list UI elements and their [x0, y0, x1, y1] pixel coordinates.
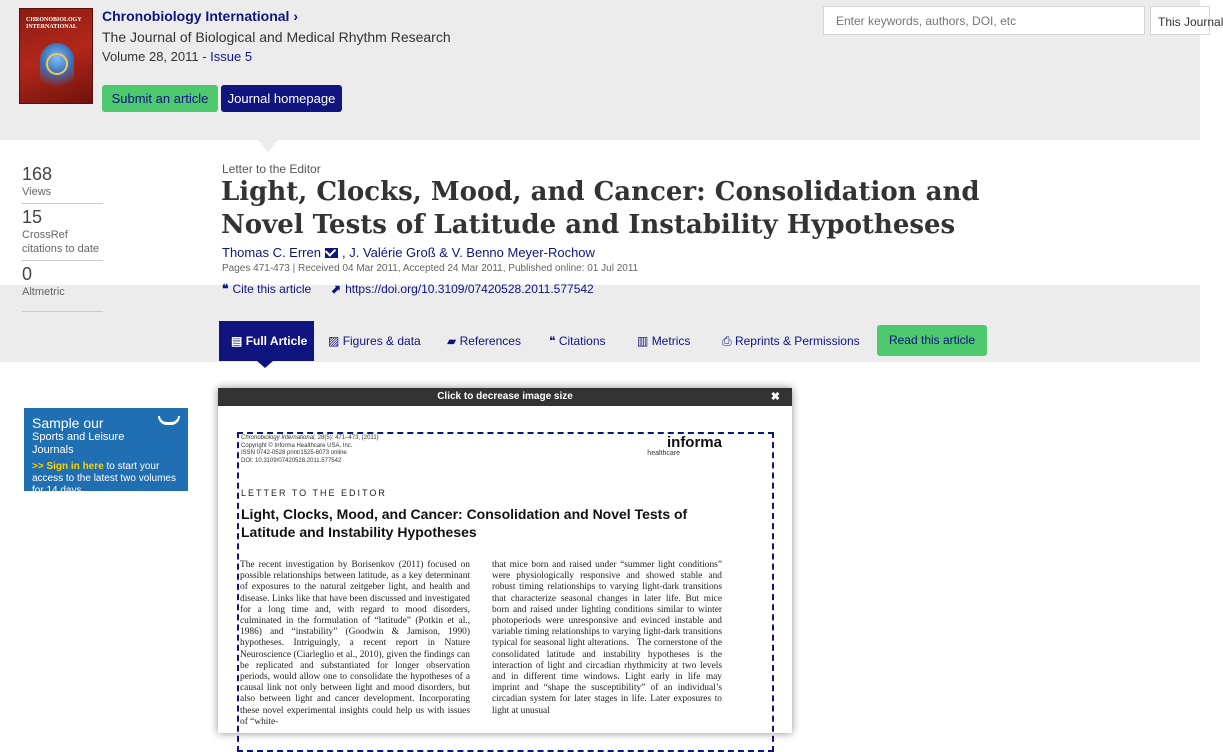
- submit-article-button[interactable]: Submit an article: [102, 85, 218, 112]
- tab-reprints[interactable]: ⎙ Reprints & Permissions: [722, 334, 860, 348]
- bar-chart-icon: ▥: [637, 334, 649, 348]
- quote-icon: ❝: [222, 282, 229, 296]
- read-article-button[interactable]: Read this article: [877, 325, 987, 356]
- journal-header: [0, 0, 1223, 140]
- promo-text: >> Sign in here to start your access to the latest two volumes for 14 days: [32, 461, 176, 496]
- cover-clock-icon: [46, 53, 68, 75]
- crossref-label: CrossRef citations to date: [22, 229, 100, 256]
- volume-info: Volume 28, 2011 - Issue 5: [102, 49, 253, 64]
- altmetric-metric[interactable]: [22, 264, 103, 312]
- promo-banner[interactable]: [24, 408, 188, 496]
- article-title: Light, Clocks, Mood, and Cancer: Consolidation and Novel Tests of Latitude and Instability Hypotheses: [221, 177, 980, 240]
- publisher-logo-sub: healthcare: [647, 450, 680, 457]
- quote-icon: ❝: [549, 334, 556, 348]
- print-icon: ⎙: [722, 334, 732, 348]
- active-tab-notch: [257, 361, 273, 368]
- author-link[interactable]: V. Benno Meyer-Rochow: [451, 245, 595, 260]
- pdf-section-label: LETTER TO THE EDITOR: [241, 488, 387, 498]
- author-link[interactable]: J. Valérie Groß: [349, 245, 436, 260]
- image-icon: ▨: [328, 334, 340, 348]
- crossref-count: 15: [22, 207, 43, 227]
- header-notch: [256, 138, 280, 152]
- altmetric-label: Altmetric: [22, 286, 65, 298]
- tab-full-article[interactable]: ▤ Full Article: [219, 321, 314, 361]
- views-count: 168: [22, 164, 53, 184]
- cite-article-link[interactable]: ❝ Cite this article: [222, 282, 312, 296]
- promo-line: Journals: [32, 444, 74, 456]
- author-list: Thomas C. Erren , J. Valérie Groß & V. Benno Meyer-Rochow: [222, 245, 595, 260]
- article-type: Letter to the Editor: [222, 162, 321, 176]
- pdf-meta: Chronobiology International, 28(5): 471–473, (2011) Copyright © Informa Healthcare USA, Inc. ISSN 0742-0528 print/1525-6073 online DOI: 10.3109/07420528.2011.577542: [241, 435, 379, 464]
- decrease-size-label[interactable]: Click to decrease image size: [437, 391, 573, 402]
- search-input[interactable]: [823, 6, 1145, 35]
- journal-cover-image[interactable]: [19, 8, 93, 104]
- pdf-preview-viewer[interactable]: [218, 388, 792, 733]
- author-link[interactable]: Thomas C. Erren: [222, 245, 321, 260]
- pdf-text-column-left: The recent investigation by Borisenkov (2011) focused on possible relationships between latitude, as a key determinant of exposures to the natural zeitgeber light, and health and disease. Links like that have been discussed and investigated for a long time and, with regard to mood disorders, culminated in the formulation of “latitude” (Potkin et al., 1986) and “instability” (Goodwin & Jamison, 1990) hypotheses. Intriguingly, a recent report in Nature Neuroscience (Ciarleglio et al., 2010), given the findings can be replicated and substantiated for longer observation periods, would allow one to consolidate the hypotheses of a causal link not only between light and mood disorders, but also between light and cancer development. Incorporating these novel experimental insights could help us with issues of “white-: [240, 560, 470, 727]
- tab-citations[interactable]: ❝ Citations: [549, 334, 606, 348]
- journal-subtitle: The Journal of Biological and Medical Rhythm Research: [102, 29, 451, 45]
- search-scope-select[interactable]: This Journal: [1150, 6, 1210, 35]
- book-icon: ▰: [447, 334, 457, 348]
- cover-title: CHRONOBIOLOGY INTERNATIONAL: [26, 17, 82, 30]
- document-icon: ▤: [231, 334, 243, 348]
- pdf-page: [237, 432, 774, 752]
- publication-history: Pages 471-473 | Received 04 Mar 2011, Accepted 24 Mar 2011, Published online: 01 Jul 2011: [222, 263, 639, 274]
- pdf-title: Light, Clocks, Mood, and Cancer: Consolidation and Novel Tests of Latitude and Instability Hypotheses: [241, 506, 688, 540]
- issue-link[interactable]: Issue 5: [210, 49, 253, 64]
- promo-line: Sports and Leisure: [32, 431, 125, 443]
- close-icon[interactable]: ✖: [770, 391, 780, 403]
- journal-title-link[interactable]: Chronobiology International ›: [102, 8, 298, 24]
- tab-metrics[interactable]: ▥ Metrics: [637, 334, 691, 348]
- chevron-right-icon: ›: [293, 8, 298, 24]
- tab-figures[interactable]: ▨ Figures & data: [328, 334, 421, 348]
- views-label: Views: [22, 186, 52, 198]
- email-icon[interactable]: [325, 248, 338, 258]
- promo-heading: Sample our: [32, 415, 104, 431]
- sign-in-link[interactable]: >> Sign in here: [32, 461, 104, 472]
- external-link-icon: ⬈: [331, 282, 342, 296]
- doi-link[interactable]: ⬈ https://doi.org/10.3109/07420528.2011.577542: [331, 282, 594, 296]
- journal-homepage-button[interactable]: Journal homepage: [221, 85, 342, 112]
- crossref-metric[interactable]: [22, 207, 103, 261]
- tab-references[interactable]: ▰ References: [447, 334, 521, 348]
- publisher-logo: informa: [666, 434, 722, 451]
- altmetric-count: 0: [22, 264, 33, 284]
- pdf-text-column-right: that mice born and raised under “summer light conditions” were physiologically responsive and showed stable and robust timing relationships to varying light-dark transitions that characterize seasonal changes in later life. But mice born and raised under lighting conditions similar to winter photoperiods were unresponsive and evinced instable and variable timing relationships to varying light-dark transitions typical for seasonal light alterations. The cornerstone of the consolidated latitude and instability hypotheses is the interaction of light and circadian rhythmicity at two levels and in different time windows. Light early in life may imprint and “shape the susceptibility” of an individual’s circadian system for later stages in life. Later exposures to light at unusual: [492, 560, 722, 716]
- views-metric: [22, 164, 103, 204]
- viewer-toolbar[interactable]: [218, 388, 792, 406]
